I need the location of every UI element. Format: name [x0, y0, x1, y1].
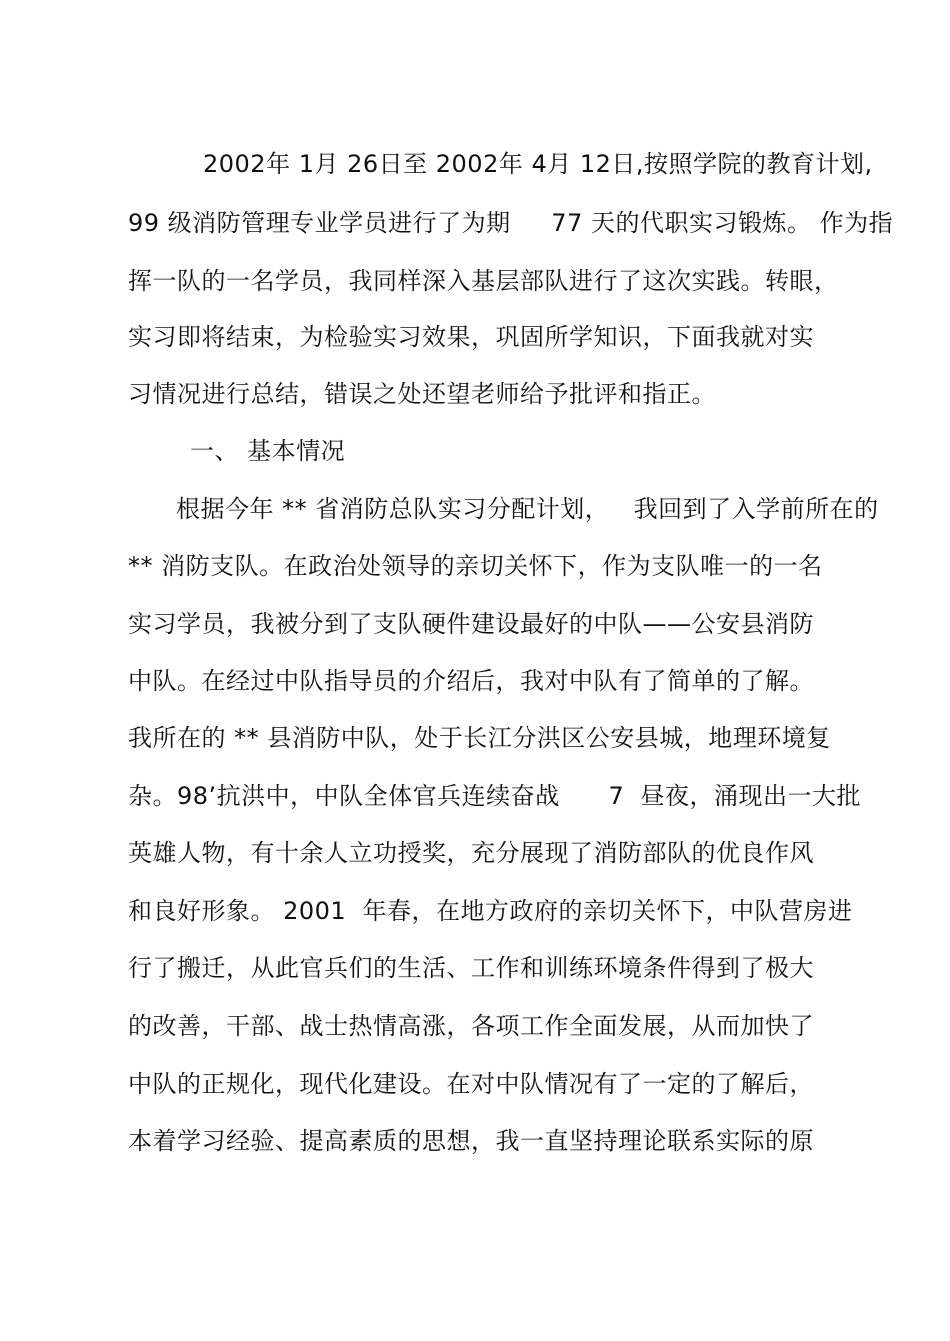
paragraph-2-line-7: 英雄人物，有十余人立功授奖，充分展现了消防部队的优良作风 — [128, 839, 814, 867]
paragraph-2-line-9: 行了搬迁，从此官兵们的生活、工作和训练环境条件得到了极大 — [128, 954, 814, 982]
paragraph-2-line-5: 我所在的 ** 县消防中队，处于长江分洪区公安县城，地理环境复 — [128, 724, 831, 752]
paragraph-1-line-4: 实习即将结束，为检验实习效果，巩固所学知识，下面我就对实 — [128, 323, 814, 351]
paragraph-2-line-4: 中队。在经过中队指导员的介绍后，我对中队有了简单的了解。 — [128, 667, 814, 695]
paragraph-1-line-3: 挥一队的一名学员，我同样深入基层部队进行了这次实践。转眼， — [128, 267, 839, 295]
paragraph-1-line-1: 2002年 1月 26日至 2002年 4月 12日,按照学院的教育计划, — [203, 150, 873, 178]
paragraph-1-line-2: 99 级消防管理专业学员进行了为期 77 天的代职实习锻炼。 作为指 — [128, 209, 894, 237]
paragraph-2-line-8: 和良好形象。 2001 年春，在地方政府的亲切关怀下，中队营房进 — [128, 897, 853, 925]
paragraph-2-line-10: 的改善，干部、战士热情高涨，各项工作全面发展，从而加快了 — [128, 1012, 814, 1040]
paragraph-2-line-3: 实习学员，我被分到了支队硬件建设最好的中队——公安县消防 — [128, 610, 814, 638]
paragraph-2-line-11: 中队的正规化，现代化建设。在对中队情况有了一定的了解后， — [128, 1070, 814, 1098]
paragraph-2-line-1: 根据今年 ** 省消防总队实习分配计划， 我回到了入学前所在的 — [176, 495, 879, 523]
paragraph-2-line-2: ** 消防支队。在政治处领导的亲切关怀下，作为支队唯一的一名 — [128, 552, 823, 580]
paragraph-2-line-12: 本着学习经验、提高素质的思想，我一直坚持理论联系实际的原 — [128, 1127, 814, 1155]
section-heading: 一、 基本情况 — [190, 437, 346, 465]
paragraph-1-line-5: 习情况进行总结，错误之处还望老师给予批评和指正。 — [128, 380, 716, 408]
paragraph-2-line-6: 杂。98’抗洪中，中队全体官兵连续奋战 7 昼夜，涌现出一大批 — [128, 782, 861, 810]
